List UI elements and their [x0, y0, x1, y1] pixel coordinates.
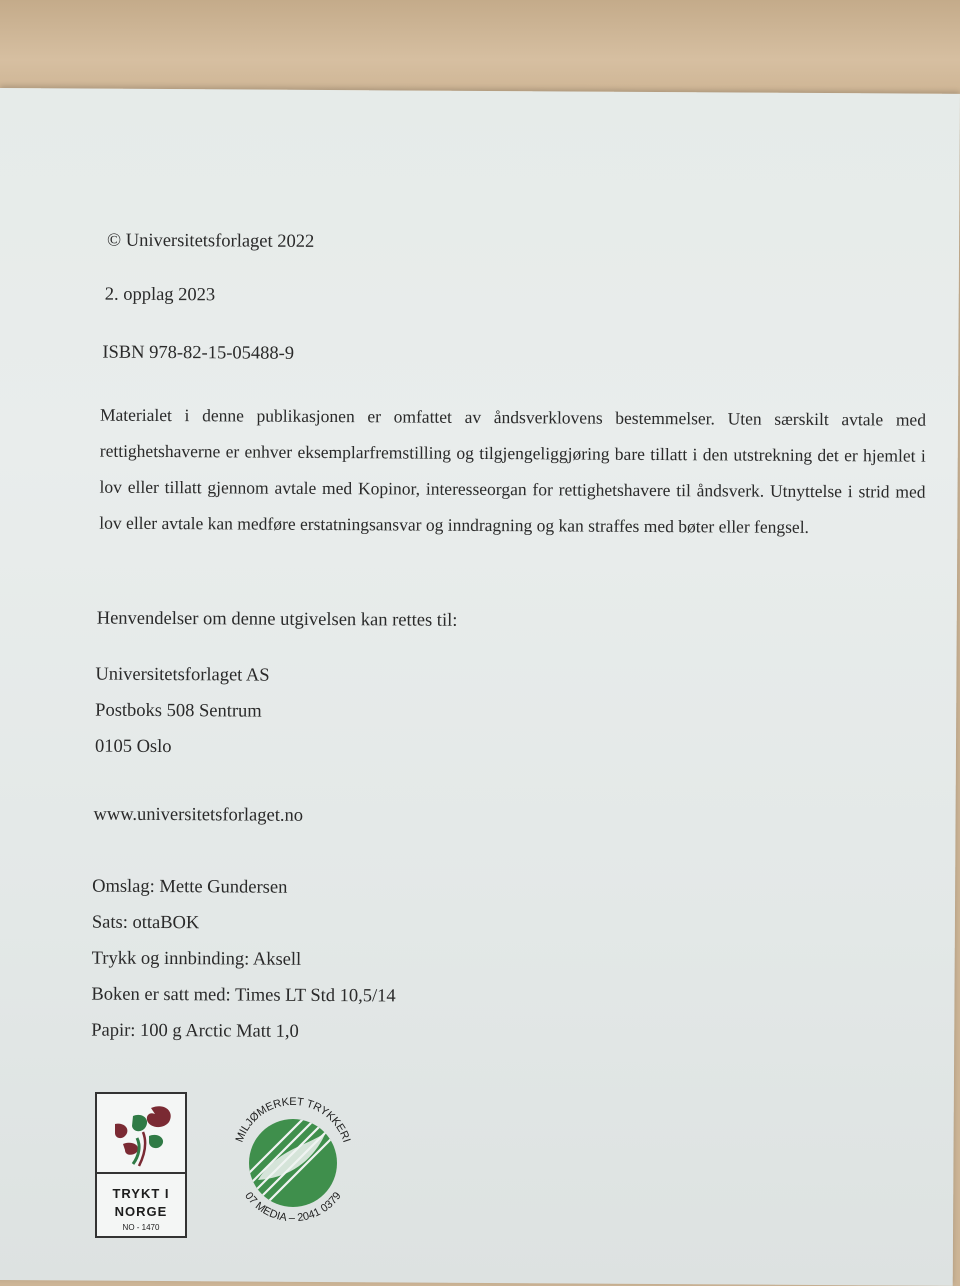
norge-label: NORGE: [114, 1204, 168, 1219]
trykt-i-norge-logo: [95, 1092, 187, 1238]
copyright-line: © Universitetsforlaget 2022: [107, 230, 315, 252]
license-code: NO - 1470: [122, 1223, 160, 1232]
website-link: www.universitetsforlaget.no: [93, 804, 304, 826]
credit-typesetting: Sats: ottaBOK: [91, 912, 200, 934]
credit-printing: Trykk og innbinding: Aksell: [91, 948, 302, 970]
isbn-line: ISBN 978-82-15-05488-9: [102, 342, 295, 364]
trykt-label: TRYKT I: [112, 1186, 170, 1201]
address-city: 0105 Oslo: [94, 736, 172, 758]
credit-font: Boken er satt med: Times LT Std 10,5/14: [91, 984, 396, 1007]
swan-bottom-text: 07 MEDIA – 2041 0379: [242, 1190, 344, 1225]
wooden-table: [0, 0, 960, 100]
swan-top-text: MILJØMERKET TRYKKERI: [233, 1095, 353, 1145]
legal-paragraph: Materialet i denne publikasjonen er omfattet av åndsverklovens bestemmelser. Uten særskilt avtale med rettighetshaverne er enhver eksemplarfremstilling og tilgjengeliggjøring bare tillatt i den utstrekning det er hjemlet i lov eller tillatt gjennom avtale med Kopinor, interesseorgan for rettighetshavere til åndsverk. Utnyttelse i strid med lov eller avtale kan medføre erstatningsansvar og inndragning og kan straffes med bøter eller fengsel.: [99, 404, 927, 537]
inquiries-line: Henvendelser om denne utgivelsen kan rettes til:: [96, 608, 458, 631]
edition-line: 2. opplag 2023: [104, 284, 216, 306]
logo-divider: [97, 1172, 185, 1174]
credit-cover: Omslag: Mette Gundersen: [92, 876, 288, 898]
paisley-flower-icon: [103, 1098, 179, 1170]
address-name: Universitetsforlaget AS: [95, 664, 270, 686]
nordic-swan-ecolabel-icon: [218, 1088, 368, 1238]
address-street: Postboks 508 Sentrum: [95, 700, 262, 722]
credit-paper: Papir: 100 g Arctic Matt 1,0: [91, 1020, 299, 1042]
